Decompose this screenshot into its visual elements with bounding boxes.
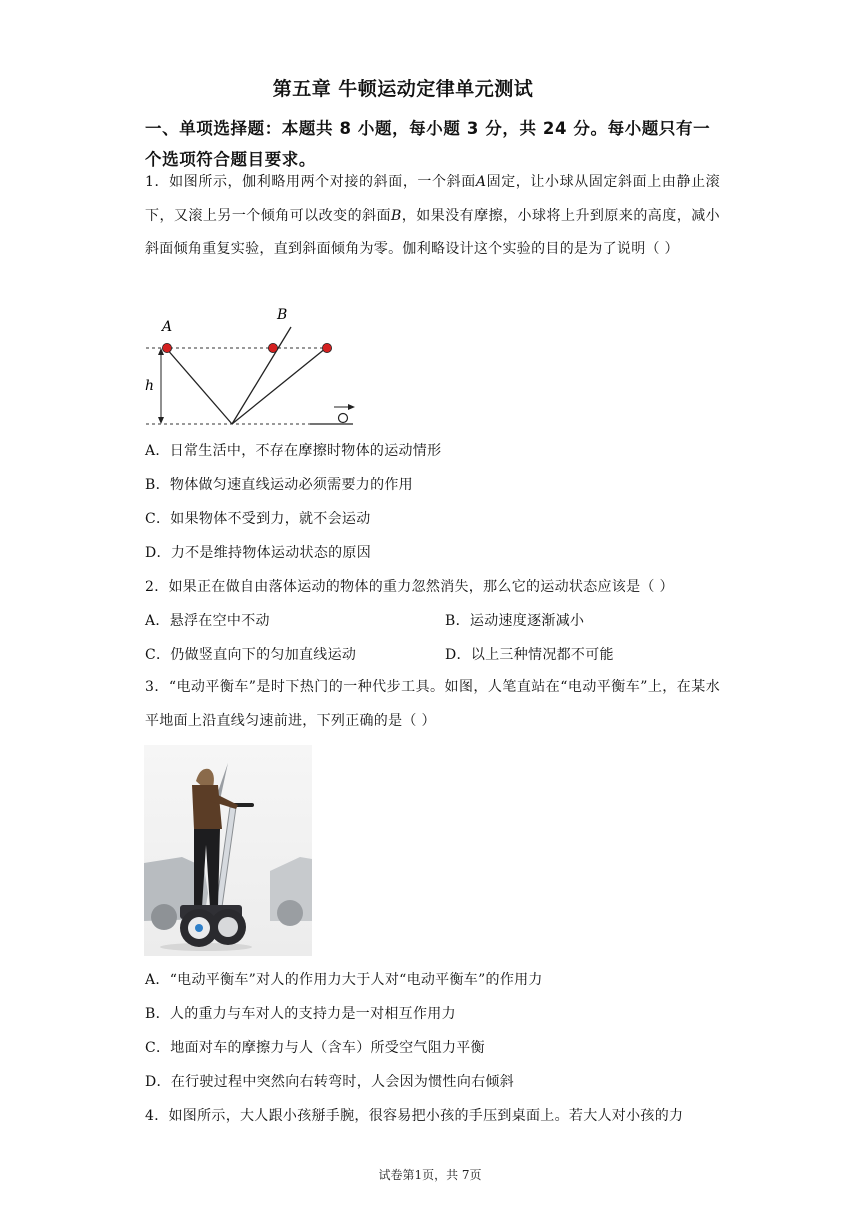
incline-a [166,348,232,424]
q2-option-a: A．悬浮在空中不动 [145,613,270,629]
q1-option-c: C．如果物体不受到力，就不会运动 [145,511,371,527]
label-b: B [277,307,288,323]
incline-shallow [232,348,326,424]
q2-option-d: D．以上三种情况都不可能 [445,647,614,663]
label-h: h [145,378,155,394]
ball-shallow [322,343,331,352]
height-arrow-head-down [158,417,164,424]
page-title: 第五章 牛顿运动定律单元测试 [272,78,534,100]
q2-option-c: C．仍做竖直向下的匀加直线运动 [145,647,357,663]
velocity-arrow-head [348,404,355,410]
q1-option-b: B．物体做匀速直线运动必须需要力的作用 [145,477,413,493]
ball-on-b [268,343,277,352]
ball-rolling [339,414,348,423]
q3-option-a: A．“电动平衡车”对人的作用力大于人对“电动平衡车”的作用力 [145,972,543,988]
q1-option-a: A．日常生活中，不存在摩擦时物体的运动情形 [145,443,442,459]
question-1-stem: 1．如图所示，伽利略用两个对接的斜面，一个斜面A固定，让小球从固定斜面上由静止滚下，又滚上另一个倾角可以改变的斜面B，如果没有摩擦，小球将上升到原来的高度，减小斜面倾角重复实验，直到斜面倾角为零。伽利略设计这个实验的目的是为了说明（ ） [145,174,720,258]
question-2-stem: 2．如果正在做自由落体运动的物体的重力忽然消失，那么它的运动状态应该是（ ） [145,579,674,595]
incline-b [232,327,291,424]
q3-option-c: C．地面对车的摩擦力与人（含车）所受空气阻力平衡 [145,1040,485,1056]
label-a: A [162,319,173,335]
galileo-incline-figure [140,300,370,430]
page-footer: 试卷第1页，共 7页 [378,1168,482,1182]
q3-option-d: D．在行驶过程中突然向右转弯时，人会因为惯性向右倾斜 [145,1074,515,1090]
q3-option-b: B．人的重力与车对人的支持力是一对相互作用力 [145,1006,456,1022]
question-4-stem: 4．如图所示，大人跟小孩掰手腕，很容易把小孩的手压到桌面上。若大人对小孩的力 [145,1108,684,1124]
section-heading: 一、单项选择题：本题共 8 小题，每小题 3 分，共 24 分。每小题只有一个选项符合题目要求。 [145,119,711,169]
balance-scooter-photo [144,745,312,956]
q1-option-d: D．力不是维持物体运动状态的原因 [145,545,372,561]
ball-start [162,343,171,352]
question-3-stem: 3．“电动平衡车”是时下热门的一种代步工具。如图，人笔直站在“电动平衡车”上，在某水平地面上沿直线匀速前进，下列正确的是（ ） [145,679,720,729]
q2-option-b: B．运动速度逐渐减小 [445,613,585,629]
